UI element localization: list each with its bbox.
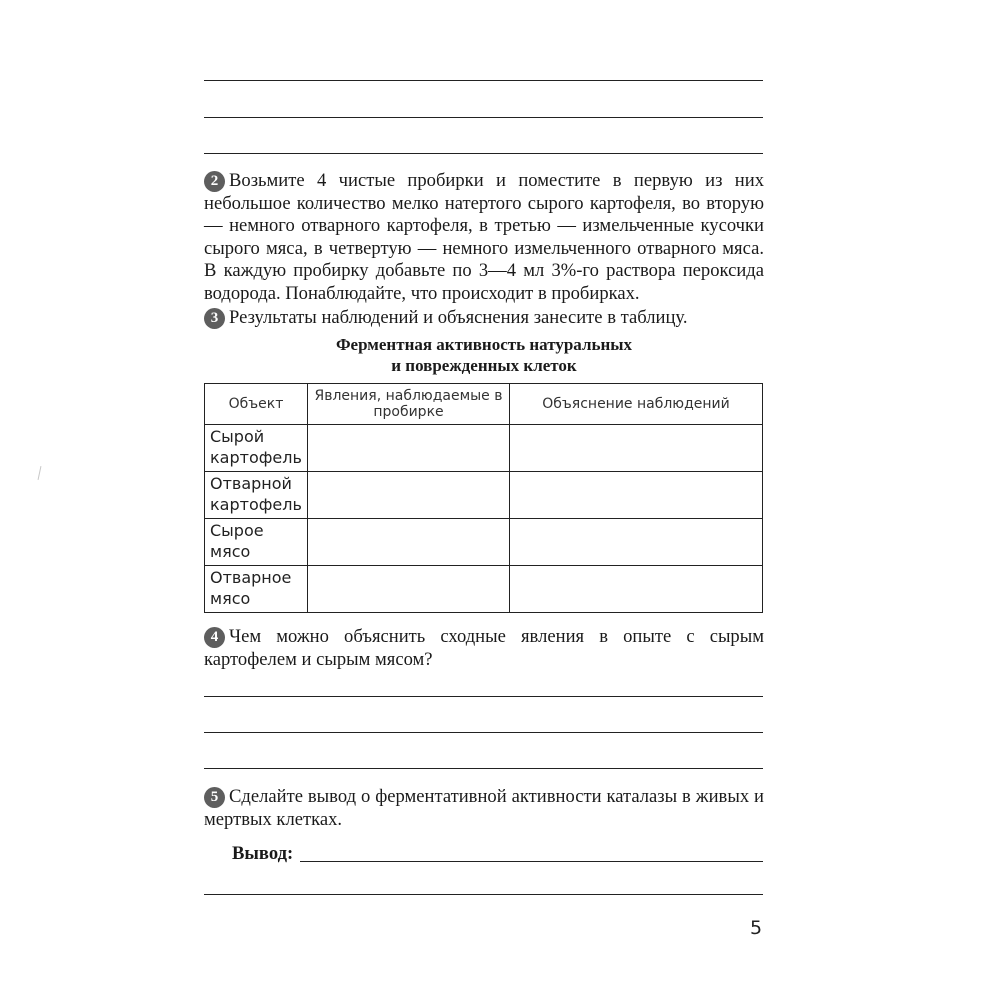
- table-header-row: [205, 384, 763, 425]
- conclusion-line[interactable]: [300, 861, 763, 862]
- object-cell: Сырое мясо: [205, 519, 308, 566]
- phenomena-cell[interactable]: [308, 425, 510, 472]
- explanation-cell[interactable]: [510, 425, 763, 472]
- answer-line[interactable]: [204, 894, 763, 895]
- conclusion-label: Вывод:: [232, 843, 294, 864]
- answer-line[interactable]: [204, 153, 763, 154]
- answer-line[interactable]: [204, 768, 763, 769]
- table-row: [205, 472, 763, 519]
- phenomena-cell[interactable]: [308, 472, 510, 519]
- header-phenomena: Явления, наблюдаемые в пробирке: [308, 384, 510, 425]
- object-cell: Отварное мясо: [205, 566, 308, 613]
- table-row: [205, 425, 763, 472]
- task-text: Сделайте вывод о ферментативной активности каталазы в живых и мертвых клетках.: [204, 786, 764, 830]
- table-title: Ферментная активность натуральных и поврежденных клеток: [335, 335, 633, 375]
- explanation-cell[interactable]: [510, 519, 763, 566]
- explanation-cell[interactable]: [510, 566, 763, 613]
- task-number-badge: 2: [204, 171, 225, 192]
- task-5: [204, 786, 764, 831]
- object-cell: Отварной картофель: [205, 472, 308, 519]
- task-text: Чем можно объяснить сходные явления в опыте с сырым картофелем и сырым мясом?: [204, 626, 764, 670]
- answer-line[interactable]: [204, 732, 763, 733]
- answer-line[interactable]: [204, 117, 763, 118]
- task-number-badge: 4: [204, 627, 225, 648]
- results-table: [204, 383, 763, 613]
- page-number: 5: [750, 917, 763, 939]
- task-text: Возьмите 4 чистые пробирки и поместите в первую из них небольшое количество мелко натертого сырого картофеля, во вторую — немного отварного картофеля, в третью — измельченные кусочки сырого мяса, в четвертую — немного измельченного отварного мяса. В каждую пробирку добавьте по 3—4 мл 3%-го раствора пероксида водорода. Понаблюдайте, что происходит в пробирках.: [204, 170, 764, 304]
- task-3: [204, 307, 764, 330]
- object-cell: Сырой картофель: [205, 425, 308, 472]
- table-row: [205, 519, 763, 566]
- task-4: [204, 626, 764, 671]
- task-2: [204, 170, 764, 305]
- task-text: Результаты наблюдений и объяснения занесите в таблицу.: [229, 307, 688, 328]
- answer-line[interactable]: [204, 80, 763, 81]
- task-number-badge: 3: [204, 308, 225, 329]
- header-explanation: Объяснение наблюдений: [510, 384, 763, 425]
- task-number-badge: 5: [204, 787, 225, 808]
- scan-mark: [38, 466, 42, 480]
- answer-line[interactable]: [204, 696, 763, 697]
- phenomena-cell[interactable]: [308, 519, 510, 566]
- explanation-cell[interactable]: [510, 472, 763, 519]
- header-object: Объект: [205, 384, 308, 425]
- table-row: [205, 566, 763, 613]
- phenomena-cell[interactable]: [308, 566, 510, 613]
